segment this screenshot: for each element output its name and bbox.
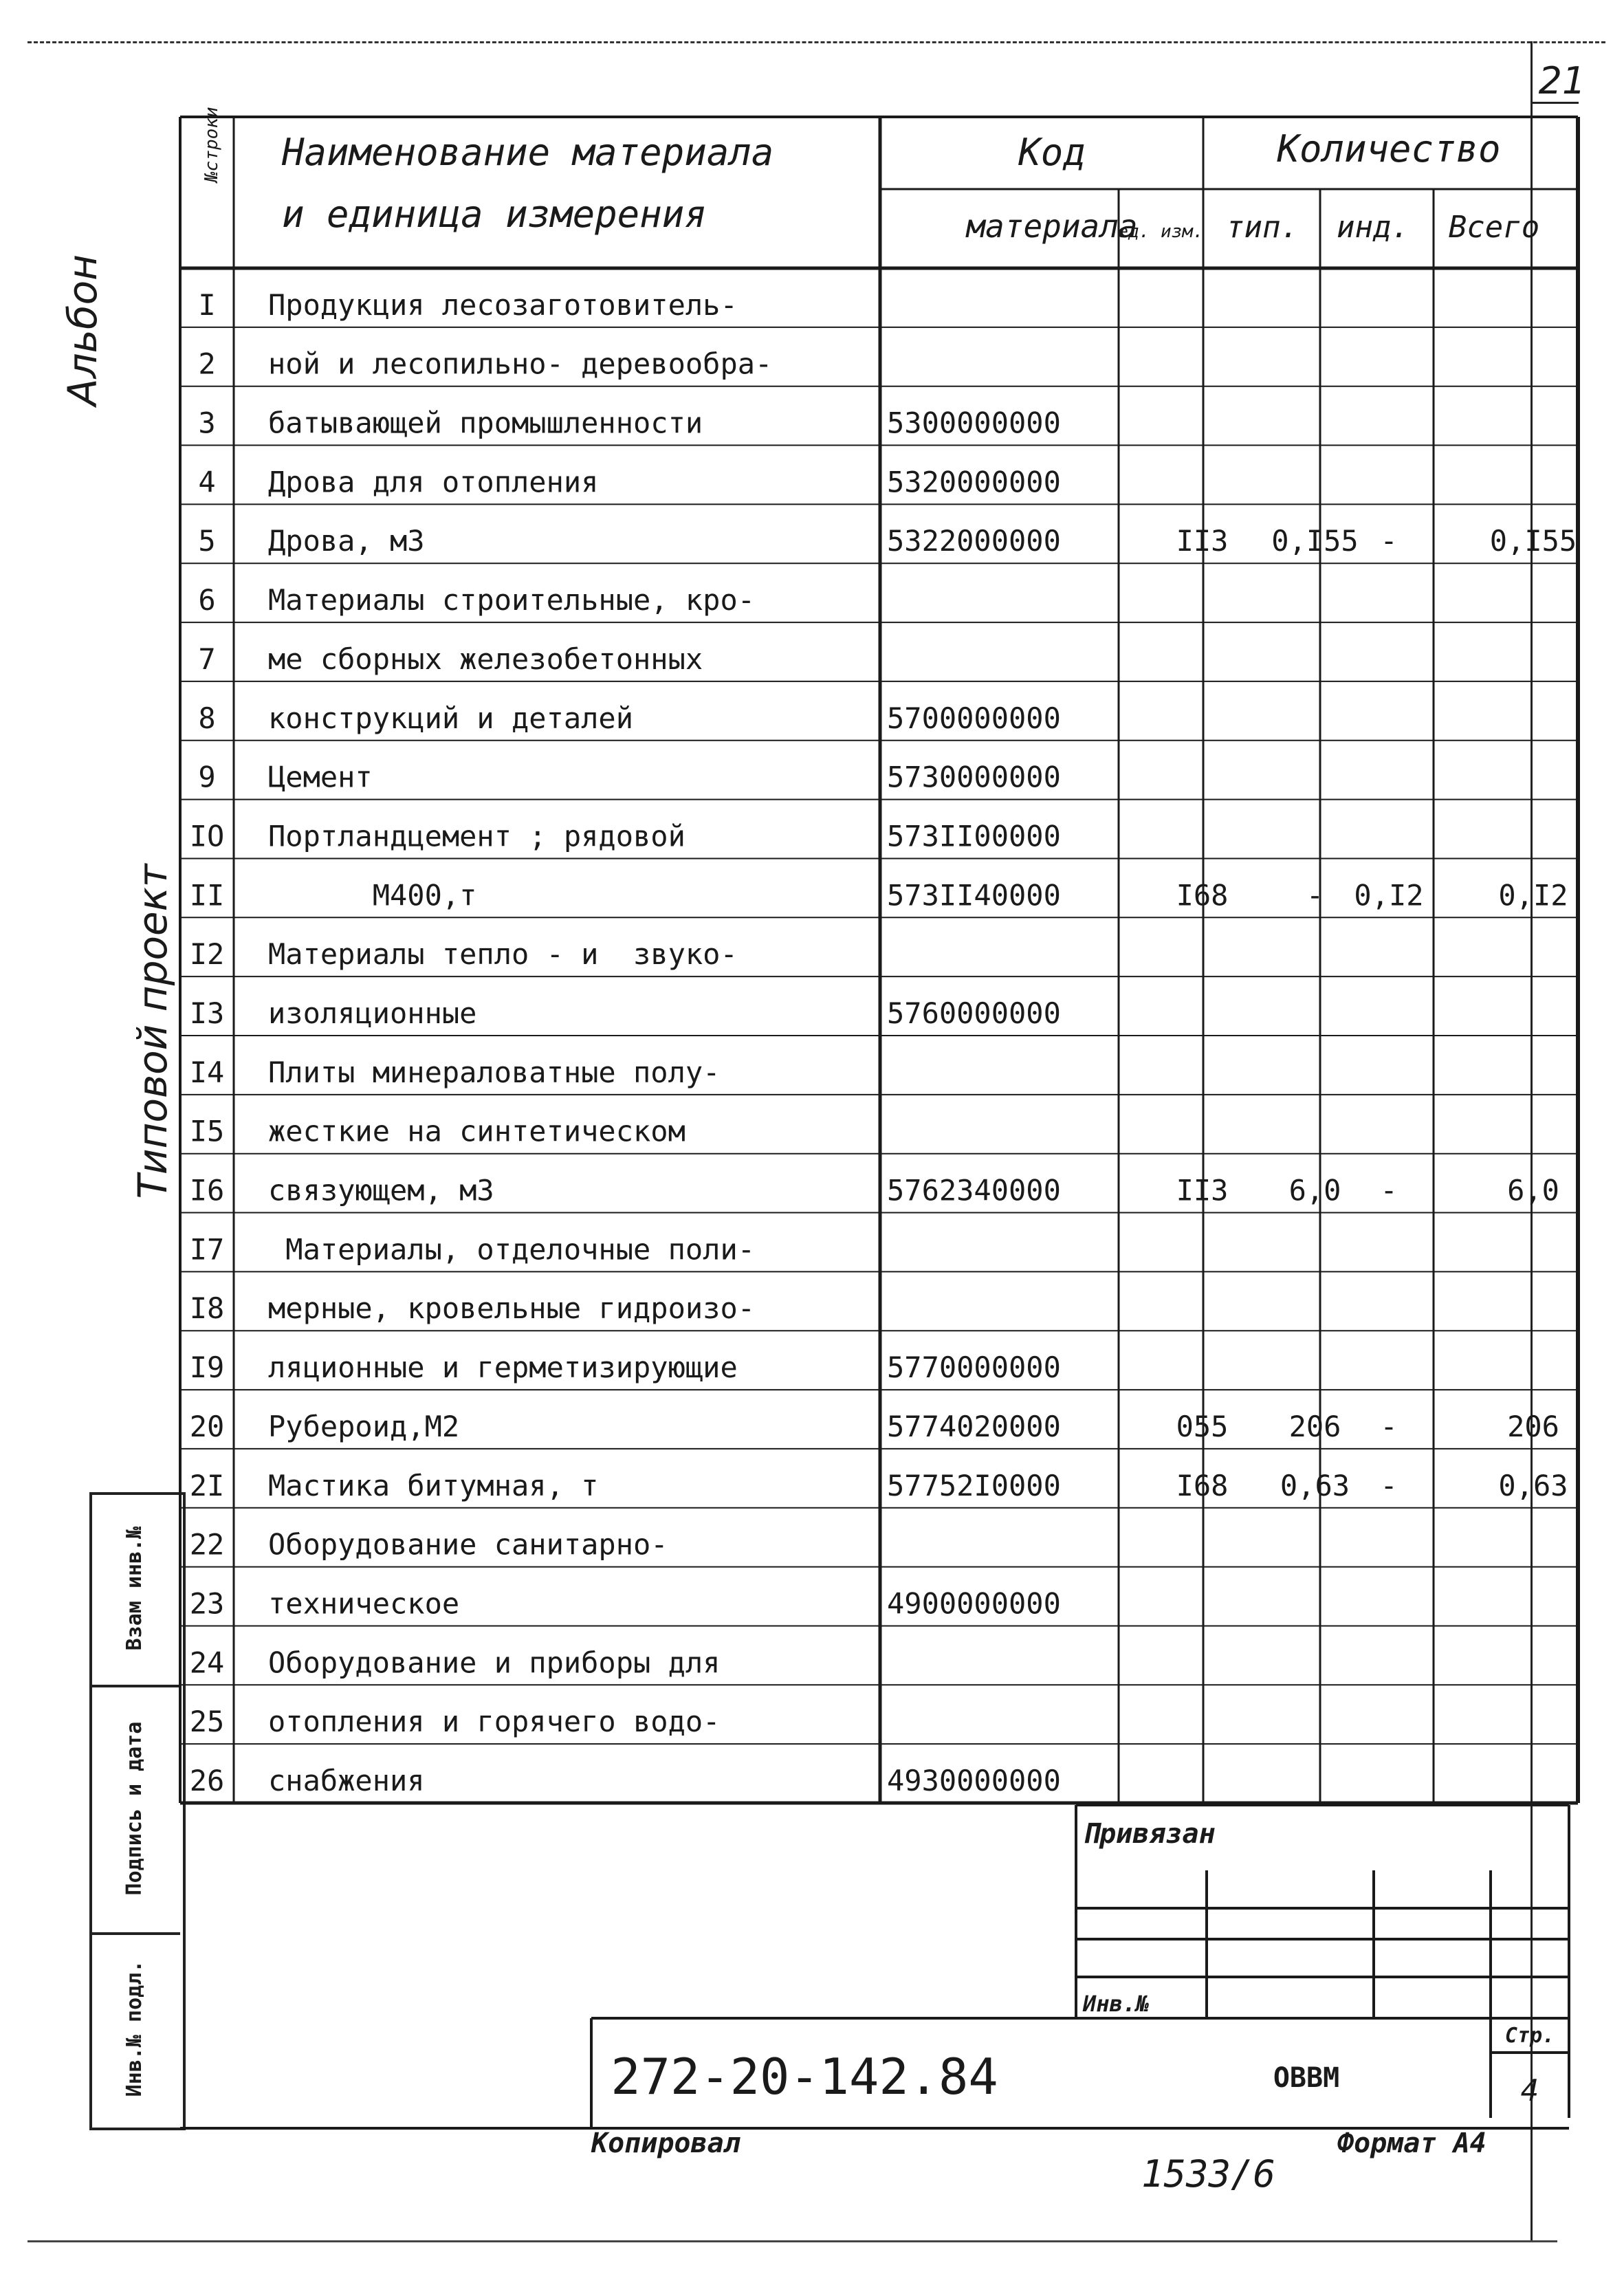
row-number: 24 <box>189 1646 225 1680</box>
row-material-name: Рубероид,М2 <box>268 1409 460 1443</box>
row-unit-code: II3 <box>1176 524 1229 558</box>
row-material-name: Портландцемент ; рядовой <box>268 819 685 853</box>
header-qty-ind: инд. <box>1337 210 1409 245</box>
row-material-name: батывающей промышленности <box>268 406 703 440</box>
row-qty-total: 0,I2 <box>1498 878 1568 912</box>
row-material-name: техническое <box>268 1586 460 1621</box>
row-unit-code: I68 <box>1176 1468 1229 1502</box>
stamp-replacement-label: Взам инв.№ <box>122 1526 146 1651</box>
row-material-name: Оборудование санитарно- <box>268 1527 668 1562</box>
header-name-line1: Наименование материала <box>282 131 774 174</box>
row-number: II <box>189 878 225 912</box>
row-material-name: Материалы, отделочные поли- <box>268 1232 756 1267</box>
row-number: I8 <box>189 1291 225 1326</box>
row-material-name: мерные, кровельные гидроизо- <box>268 1291 756 1326</box>
row-material-name: конструкций и деталей <box>268 701 634 735</box>
document-code: 272-20-142.84 <box>611 2048 998 2106</box>
row-number: IO <box>189 819 225 853</box>
binding-inventory-label: Инв.№ <box>1083 1991 1150 2017</box>
row-material-code: 5730000000 <box>887 760 1061 794</box>
side-label-project: Типовой проект <box>129 864 176 1199</box>
row-material-name: Оборудование и приборы для <box>268 1646 721 1680</box>
row-number: 20 <box>189 1409 225 1443</box>
row-material-code: 573II00000 <box>887 819 1061 853</box>
row-material-name: ной и лесопильно- деревообра- <box>268 347 773 381</box>
row-number: 4 <box>198 465 216 499</box>
row-number: 8 <box>198 701 216 735</box>
header-qty-total: Всего <box>1448 210 1540 245</box>
row-material-code: 4930000000 <box>887 1764 1061 1797</box>
header-code: материала <box>966 208 1138 245</box>
header-qty-type: тип. <box>1226 210 1299 245</box>
row-number: 5 <box>198 524 216 558</box>
row-qty-total: 206 <box>1507 1409 1559 1443</box>
row-material-name: Цемент <box>268 760 373 794</box>
binding-label: Привязан <box>1083 1818 1216 1850</box>
row-material-name: М400,т <box>268 878 477 912</box>
row-material-name: снабжения <box>268 1764 425 1797</box>
row-unit-code: I68 <box>1176 878 1229 912</box>
row-number: I6 <box>189 1173 225 1207</box>
row-material-code: 5760000000 <box>887 996 1061 1030</box>
row-number: I3 <box>189 996 225 1030</box>
row-qty-type: 206 <box>1288 1409 1341 1443</box>
page-label: Стр. <box>1504 2024 1555 2048</box>
row-material-name: Дрова, м3 <box>268 524 425 558</box>
footer-number: 1533/6 <box>1141 2152 1276 2196</box>
row-material-code: 5322000000 <box>887 524 1061 558</box>
row-number: 2 <box>198 347 216 381</box>
row-material-name: Продукция лесозаготовитель- <box>268 287 738 322</box>
row-qty-total: 0,63 <box>1498 1468 1568 1502</box>
row-number: I4 <box>189 1055 225 1089</box>
row-number: 7 <box>198 642 216 676</box>
row-material-name: связующем, м3 <box>268 1173 494 1207</box>
side-label-album: Альбон <box>59 254 106 406</box>
row-number: I <box>198 287 216 322</box>
row-number: 23 <box>189 1586 225 1621</box>
row-qty-type: 0,I55 <box>1271 524 1359 558</box>
row-qty-total: 0,I55 <box>1489 524 1577 558</box>
row-material-code: 57752I0000 <box>887 1468 1061 1502</box>
row-material-name: Дрова для отопления <box>268 465 599 499</box>
row-number: 9 <box>198 760 216 794</box>
row-material-code: 573II40000 <box>887 878 1061 912</box>
header-unit: ед. изм. <box>1117 221 1204 242</box>
row-number: I5 <box>189 1114 225 1148</box>
row-qty-ind: - <box>1380 1468 1398 1502</box>
header-code-group: Код <box>1018 131 1086 174</box>
row-material-name: изоляционные <box>268 996 477 1030</box>
row-number: 22 <box>189 1527 225 1562</box>
row-qty-ind: - <box>1380 524 1398 558</box>
row-unit-code: 055 <box>1176 1409 1229 1443</box>
row-material-code: 5320000000 <box>887 465 1061 499</box>
row-material-name: Плиты минераловатные полу- <box>268 1055 721 1089</box>
row-qty-type: 0,63 <box>1280 1468 1350 1502</box>
header-row-no: №строки <box>201 107 222 182</box>
section-code: ОВВМ <box>1273 2062 1340 2094</box>
stamp-signature-date-label: Подпись и дата <box>122 1721 146 1896</box>
header-name-line2: и единица измерения <box>282 193 707 236</box>
row-qty-ind: - <box>1380 1173 1398 1207</box>
footer-copied: Копировал <box>591 2128 740 2159</box>
row-material-name: отопления и горячего водо- <box>268 1705 721 1739</box>
row-number: 2I <box>189 1468 225 1502</box>
sheet-number: 21 <box>1538 59 1586 102</box>
row-number: 26 <box>189 1764 225 1797</box>
row-qty-type: 6,0 <box>1288 1173 1341 1207</box>
row-material-code: 5762340000 <box>887 1173 1061 1207</box>
row-qty-total: 6,0 <box>1507 1173 1559 1207</box>
row-qty-ind: - <box>1380 1409 1398 1443</box>
row-material-code: 5300000000 <box>887 406 1061 440</box>
row-number: 6 <box>198 583 216 617</box>
row-material-name: Материалы строительные, кро- <box>268 583 756 617</box>
row-unit-code: II3 <box>1176 1173 1229 1207</box>
row-material-name: ме сборных железобетонных <box>268 642 703 676</box>
row-material-name: Мастика битумная, т <box>268 1468 599 1502</box>
row-number: I7 <box>189 1232 225 1267</box>
row-material-name: жесткие на синтетическом <box>268 1114 685 1148</box>
row-number: 3 <box>198 406 216 440</box>
stamp-inventory-label: Инв.№ подл. <box>122 1960 146 2097</box>
row-material-code: 5700000000 <box>887 701 1061 735</box>
row-material-name: ляционные и герметизирующие <box>268 1351 738 1385</box>
row-number: I9 <box>189 1351 225 1385</box>
row-material-name: Материалы тепло - и звуко- <box>268 937 738 972</box>
row-number: 25 <box>189 1705 225 1739</box>
page-number: 4 <box>1520 2073 1539 2108</box>
row-number: I2 <box>189 937 225 972</box>
row-material-code: 5770000000 <box>887 1351 1061 1385</box>
row-material-code: 4900000000 <box>887 1586 1061 1621</box>
header-qty-group: Количество <box>1277 127 1501 171</box>
row-material-code: 5774020000 <box>887 1409 1061 1443</box>
row-qty-type: - <box>1306 878 1324 912</box>
footer-format: Формат А4 <box>1337 2128 1486 2159</box>
row-qty-ind: 0,I2 <box>1354 878 1424 912</box>
